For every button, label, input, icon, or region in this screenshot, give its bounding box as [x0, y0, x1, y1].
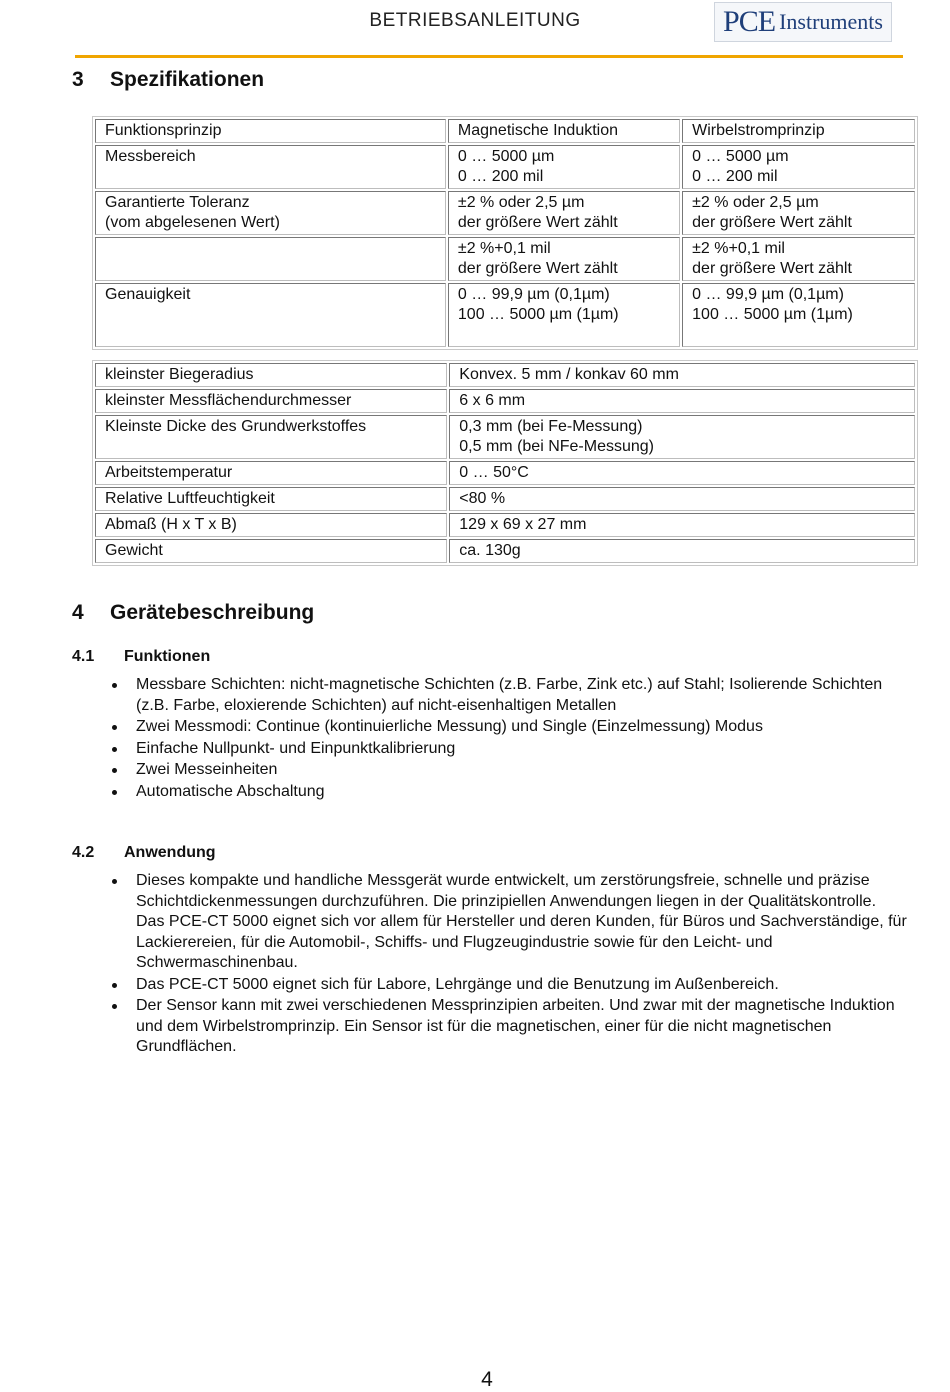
table-row [95, 145, 915, 189]
table-row [95, 415, 915, 459]
cell-text-line: 129 x 69 x 27 mm [459, 516, 587, 533]
table-row [95, 487, 915, 511]
subsection-number: 4.2 [72, 844, 95, 861]
spec-value-cell [448, 191, 680, 235]
cell-text-line: Genauigkeit [105, 286, 191, 303]
list-item: Messbare Schichten: nicht-magnetische Schichten (z.B. Farbe, Zink etc.) auf Stahl; Isolierende Schichten (z.B. Farbe, eloxierende Schichten) auf nicht-eisenhaltigen Metallen [108, 675, 908, 716]
list-item: Zwei Messeinheiten [108, 760, 908, 781]
spec-value-cell [682, 191, 915, 235]
cell-text-line: kleinster Messflächendurchmesser [105, 392, 352, 409]
cell-text-line: 100 … 5000 µm (1µm) [457, 306, 619, 323]
cell-text-line: 0 … 99,9 µm (0,1µm) [457, 286, 610, 303]
cell-text-line: ±2 %+0,1 mil [457, 240, 551, 257]
section-number: 3 [72, 68, 84, 91]
cell-text-line: Funktionsprinzip [105, 122, 222, 139]
spec-value-cell [682, 145, 915, 189]
spec-label-cell [95, 145, 446, 189]
table-row [95, 237, 915, 281]
table-row [95, 461, 915, 485]
cell-text-line: der größere Wert zählt [457, 260, 618, 277]
table-row [95, 283, 915, 347]
cell-text-line: 0,5 mm (bei NFe-Messung) [459, 438, 654, 455]
spec-value-cell [682, 237, 915, 281]
cell-text-line: ±2 %+0,1 mil [692, 240, 785, 257]
header-divider [75, 55, 903, 58]
list-item: Zwei Messmodi: Continue (kontinuierliche Messung) und Single (Einzelmessung) Modus [108, 717, 908, 738]
list-item: Einfache Nullpunkt- und Einpunktkalibrierung [108, 739, 908, 760]
document-header-title: BETRIEBSANLEITUNG [369, 10, 581, 31]
cell-text-line: <80 % [459, 490, 506, 507]
cell-text-line: Konvex. 5 mm / konkav 60 mm [459, 366, 679, 383]
section-4-2-heading [72, 844, 216, 862]
spec-value-cell [682, 119, 915, 143]
spec-label-cell [95, 283, 446, 347]
cell-text-line: 0 … 50°C [459, 464, 529, 481]
cell-text-line: der größere Wert zählt [692, 214, 852, 231]
cell-text-line: Wirbelstromprinzip [692, 122, 825, 139]
table-row [95, 513, 915, 537]
cell-text-line: Abmaß (H x T x B) [105, 516, 237, 533]
spec-value-cell [682, 283, 915, 347]
list-item: Dieses kompakte und handliche Messgerät wurde entwickelt, um zerstörungsfreie, schnelle und präzise Schichtdickenmessungen durchzuführen. Die prinzipiellen Anwendungen liegen in der Qualitätskontrolle. Das PCE-CT 5000 eignet sich vor allem für Hersteller und deren Kunden, für Büros und Sachverständige, für Lackierereien, für die Automobil-, Schiffs- und Flugzeugindustrie sowie für den Leicht- und Schwermaschinenbau. [108, 871, 908, 974]
cell-text-line: der größere Wert zählt [457, 214, 618, 231]
spec-label-cell [95, 363, 447, 387]
cell-text-line: Messbereich [105, 148, 196, 165]
cell-text-line: ±2 % oder 2,5 µm [692, 194, 819, 211]
cell-text-line: 6 x 6 mm [459, 392, 526, 409]
spec-value-cell [448, 237, 680, 281]
cell-text-line: 0 … 99,9 µm (0,1µm) [692, 286, 844, 303]
logo-pce-text: PCE [723, 5, 776, 38]
spec-value-cell [449, 539, 915, 563]
specification-table-principles [92, 116, 918, 350]
spec-label-cell [95, 487, 447, 511]
cell-text-line: Garantierte Toleranz [105, 194, 250, 211]
spec-value-cell [448, 145, 680, 189]
cell-text-line: ca. 130g [459, 542, 521, 559]
list-item: Der Sensor kann mit zwei verschiedenen Messprinzipien arbeiten. Und zwar mit der magnetische Induktion und dem Wirbelstromprinzip. Ein Sensor ist für die magnetischen, einer für die nicht magnetischen Grundflächen. [108, 996, 908, 1058]
cell-text-line: 0 … 5000 µm [457, 148, 555, 165]
cell-text-line: 0 … 200 mil [457, 168, 544, 185]
list-item: Automatische Abschaltung [108, 782, 908, 803]
section-3-heading [72, 68, 264, 92]
spec-value-cell [449, 513, 915, 537]
cell-text-line: der größere Wert zählt [692, 260, 852, 277]
spec-label-cell [95, 539, 447, 563]
table-row [95, 119, 915, 143]
table-row [95, 389, 915, 413]
list-item: Das PCE-CT 5000 eignet sich für Labore, Lehrgänge und die Benutzung im Außenbereich. [108, 975, 908, 996]
subsection-title: Funktionen [124, 648, 211, 665]
table-row [95, 363, 915, 387]
spec-label-cell [95, 237, 446, 281]
spec-value-cell [449, 389, 915, 413]
spec-value-cell [448, 283, 680, 347]
table-row [95, 191, 915, 235]
spec-value-cell [449, 461, 915, 485]
spec-label-cell [95, 461, 447, 485]
cell-text-line: 100 … 5000 µm (1µm) [692, 306, 853, 323]
section-4-1-heading [72, 648, 210, 666]
cell-text-line: 0,3 mm (bei Fe-Messung) [459, 418, 643, 435]
spec-value-cell [449, 363, 915, 387]
section-4-heading [72, 601, 314, 625]
cell-text-line: kleinster Biegeradius [105, 366, 254, 383]
spec-value-cell [449, 415, 915, 459]
cell-text-line: Relative Luftfeuchtigkeit [105, 490, 275, 507]
pce-instruments-logo [714, 2, 892, 42]
spec-label-cell [95, 415, 447, 459]
functions-list [108, 675, 908, 803]
spec-label-cell [95, 513, 447, 537]
cell-text-line: Gewicht [105, 542, 163, 559]
cell-text-line: Magnetische Induktion [457, 122, 619, 139]
table-row [95, 539, 915, 563]
application-list [108, 871, 908, 1059]
cell-text-line: (vom abgelesenen Wert) [105, 214, 280, 231]
logo-instruments-text: Instruments [779, 9, 883, 34]
cell-text-line: ±2 % oder 2,5 µm [457, 194, 585, 211]
spec-label-cell [95, 389, 447, 413]
section-number: 4 [72, 601, 84, 624]
subsection-title: Anwendung [124, 844, 216, 861]
section-title: Gerätebeschreibung [110, 601, 315, 624]
spec-value-cell [449, 487, 915, 511]
specification-table-general [92, 360, 918, 566]
spec-value-cell [448, 119, 680, 143]
cell-text-line: 0 … 5000 µm [692, 148, 789, 165]
cell-text-line: 0 … 200 mil [692, 168, 778, 185]
spec-label-cell [95, 191, 446, 235]
spec-label-cell [95, 119, 446, 143]
section-title: Spezifikationen [110, 68, 265, 91]
cell-text-line: Arbeitstemperatur [105, 464, 233, 481]
page-number: 4 [481, 1368, 493, 1391]
cell-text-line: Kleinste Dicke des Grundwerkstoffes [105, 418, 367, 435]
cell-text-line [105, 239, 436, 259]
subsection-number: 4.1 [72, 648, 95, 665]
